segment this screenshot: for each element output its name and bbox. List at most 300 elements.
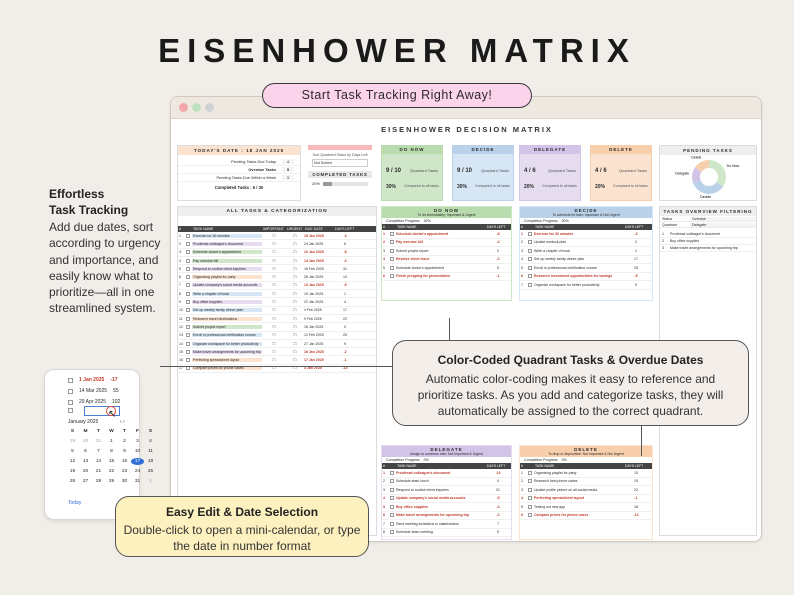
calendar-day[interactable]: 28 [95, 479, 102, 484]
row-number: 3 [521, 487, 523, 492]
calendar-day[interactable]: 20 [82, 469, 89, 474]
list-item[interactable] [382, 503, 511, 512]
side-body: Add due dates, sort according to urgency and importance, and easily know what to prioritize—all in one streamlined system. [49, 220, 161, 316]
list-item[interactable] [382, 264, 511, 273]
summary-value: 4 [282, 159, 294, 164]
row-checkbox[interactable] [186, 333, 190, 337]
calendar-day[interactable]: 29 [69, 439, 76, 444]
calendar-day[interactable]: 23 [121, 469, 128, 474]
checkbox[interactable] [68, 378, 73, 383]
table-row[interactable] [178, 332, 376, 340]
calendar-day[interactable]: 6 [84, 449, 87, 454]
due-date[interactable]: 28 Jan 2025 [304, 275, 324, 280]
row-checkbox[interactable] [528, 266, 532, 270]
row-checkbox[interactable] [186, 300, 190, 304]
urgent-checkbox[interactable]: ☐ [293, 258, 297, 263]
checkbox[interactable] [68, 389, 73, 394]
calendar-day[interactable]: 31 [95, 439, 102, 444]
filter-quadrant-select[interactable]: Delegate [690, 223, 756, 227]
quadrant-callout [392, 340, 749, 426]
row-checkbox[interactable] [186, 342, 190, 346]
table-row[interactable] [178, 323, 376, 331]
urgent-checkbox[interactable]: ☐ [293, 308, 297, 313]
row-checkbox[interactable] [390, 479, 394, 483]
row-checkbox[interactable] [528, 257, 532, 261]
quadrant-compared-label: Compared to all tasks [542, 184, 577, 188]
row-checkbox[interactable] [390, 505, 394, 509]
days-left: -3 [496, 504, 500, 509]
all-tasks-panel [177, 206, 377, 536]
calendar-day[interactable]: 5 [71, 449, 74, 454]
important-checkbox[interactable]: ☐ [272, 341, 276, 346]
row-number: 2 [383, 240, 385, 245]
row-checkbox[interactable] [390, 249, 394, 253]
calendar-day[interactable]: 3 [136, 439, 139, 444]
filter-status-select[interactable]: Overdue [690, 217, 756, 221]
row-checkbox[interactable] [528, 240, 532, 244]
due-date[interactable]: 9 Feb 2025 [304, 316, 322, 321]
summary-value: 9 [282, 167, 294, 172]
delegate-panel [381, 445, 512, 540]
days-left: 9 [344, 341, 346, 346]
days-left: 15 [634, 479, 638, 484]
task-name: Proofread colleague's document [670, 232, 721, 236]
list-item[interactable] [520, 256, 652, 265]
filter-result-item[interactable] [660, 245, 756, 252]
row-checkbox[interactable] [186, 317, 190, 321]
calendar-nav-icons[interactable]: ‹ › [120, 419, 125, 425]
due-date[interactable]: 12 Feb 2025 [304, 333, 324, 338]
row-checkbox[interactable] [528, 232, 532, 236]
sort-completed-panel [308, 145, 372, 201]
table-row[interactable] [178, 298, 376, 306]
important-checkbox[interactable]: ☐ [272, 366, 276, 371]
row-checkbox[interactable] [186, 283, 190, 287]
connector-line-down [641, 426, 642, 456]
decide-title: DECIDE [574, 208, 598, 213]
row-checkbox[interactable] [528, 471, 532, 475]
list-item[interactable] [382, 478, 511, 487]
row-checkbox[interactable] [390, 530, 394, 534]
table-row[interactable] [178, 273, 376, 281]
calendar-day[interactable]: 7 [97, 449, 100, 454]
urgent-checkbox[interactable]: ☐ [293, 333, 297, 338]
row-checkbox[interactable] [390, 471, 394, 475]
urgent-checkbox[interactable]: ☐ [293, 316, 297, 321]
calendar-day[interactable]: 15 [108, 459, 115, 464]
list-item[interactable] [520, 495, 652, 504]
row-checkbox[interactable] [186, 350, 190, 354]
pending-tasks-donut [660, 155, 758, 201]
summary-rows [178, 158, 300, 182]
row-number: 5 [383, 504, 385, 509]
calendar-day[interactable]: 8 [110, 449, 113, 454]
table-row[interactable] [178, 340, 376, 348]
urgent-checkbox[interactable]: ☐ [293, 250, 297, 255]
do-now-list [382, 224, 511, 281]
row-number: 4 [521, 257, 523, 262]
row-number: 8 [383, 530, 385, 535]
row-checkbox[interactable] [390, 232, 394, 236]
edit-callout-body: Double-click to open a mini-calendar, or type the date in number format [123, 523, 361, 553]
filter-result-item[interactable] [660, 238, 756, 245]
important-checkbox[interactable]: ☐ [272, 233, 276, 238]
list-item[interactable] [520, 469, 652, 478]
task-name: Proofread colleague's document [192, 242, 262, 246]
column-header: # [383, 464, 385, 468]
row-number: 1 [521, 470, 523, 475]
task-name: Enroll in professional certification course [534, 265, 597, 270]
days-left: 7 [497, 521, 499, 526]
list-item[interactable] [520, 486, 652, 495]
donut-label: Delete [691, 155, 702, 160]
calendar-day[interactable]: 13 [82, 459, 89, 464]
list-item[interactable] [382, 495, 511, 504]
task-name: Testing out new app [534, 504, 566, 509]
important-checkbox[interactable]: ☐ [272, 308, 276, 313]
row-checkbox[interactable] [390, 257, 394, 261]
completed-tasks-header: COMPLETED TASKS [308, 171, 372, 178]
days-left: 1 [344, 291, 346, 296]
row-checkbox[interactable] [186, 242, 190, 246]
due-date[interactable]: 27 Jan 2025 [304, 341, 324, 346]
list-item[interactable] [520, 273, 652, 282]
calendar-day[interactable]: 30 [82, 439, 89, 444]
table-row[interactable] [178, 257, 376, 265]
urgent-checkbox[interactable]: ☐ [293, 241, 297, 246]
task-name: Update company's social media accounts [396, 496, 466, 501]
close-dot-icon[interactable] [179, 103, 188, 112]
days-left: 17 [343, 308, 347, 313]
filter-status-row: Status Overdue [660, 216, 756, 222]
connector-line-up [449, 318, 450, 340]
donut-label: Delegate [675, 171, 690, 176]
weekday-label: W [109, 429, 114, 434]
days-left: 5 [497, 530, 499, 535]
calendar-day[interactable]: 1 [149, 479, 152, 484]
row-number: 6 [179, 275, 181, 280]
column-header: DAYS LEFT [625, 464, 644, 468]
delete-list [520, 463, 652, 520]
important-checkbox[interactable]: ☐ [272, 291, 276, 296]
row-number: 5 [521, 265, 523, 270]
days-left: -1 [634, 496, 638, 501]
list-item[interactable] [520, 281, 652, 290]
calendar-day[interactable]: 24 [134, 469, 141, 474]
quadrant-card-title: DELEGATE [520, 146, 580, 154]
row-checkbox[interactable] [390, 513, 394, 517]
important-checkbox[interactable]: ☐ [272, 275, 276, 280]
row-number: 14 [179, 341, 183, 346]
calendar-month: January 2025 [68, 419, 99, 425]
weekday-label: T [123, 429, 126, 434]
list-item[interactable] [520, 503, 652, 512]
row-number: 6 [383, 274, 385, 279]
task-name: Research investment opportunities for savings [534, 274, 613, 279]
row-number: 5 [521, 504, 523, 509]
due-date[interactable]: 16 Jan 2025 [304, 349, 324, 354]
row-checkbox[interactable] [528, 283, 532, 287]
calendar-grid [66, 428, 176, 485]
list-item[interactable] [382, 247, 511, 256]
task-name: Research best phone cases [534, 479, 578, 484]
today-summary-panel [177, 145, 301, 201]
pending-tasks-panel [659, 145, 757, 201]
days-left: 31 [343, 266, 347, 271]
row-checkbox[interactable] [186, 292, 190, 296]
important-checkbox[interactable]: ☐ [272, 283, 276, 288]
row-checkbox[interactable] [390, 266, 394, 270]
spreadsheet-window [170, 96, 762, 542]
sort-select[interactable]: Not Sorted [312, 159, 368, 167]
list-item[interactable] [382, 230, 511, 239]
due-date[interactable]: 4 Jan 2025 [304, 366, 322, 371]
row-checkbox[interactable] [528, 249, 532, 253]
completed-progress: 20% [312, 181, 368, 186]
table-row[interactable] [178, 307, 376, 315]
quadrant-pct: 30% [386, 184, 397, 190]
calendar-day[interactable]: 12 [69, 459, 76, 464]
calendar-day[interactable]: 27 [82, 479, 89, 484]
quadrant-card-title: DO NOW [382, 146, 442, 154]
table-row[interactable] [178, 232, 376, 240]
list-item[interactable] [520, 239, 652, 248]
decide-progress: Completion Progress 30% [524, 219, 569, 223]
row-checkbox[interactable] [186, 234, 190, 238]
important-checkbox[interactable]: ☐ [272, 250, 276, 255]
due-date[interactable]: 17 Jan 2025 [304, 358, 324, 363]
filter-quadrant-row: Quadrant Delegate [660, 222, 756, 228]
due-date[interactable]: 4 Feb 2025 [304, 308, 322, 313]
list-item[interactable] [382, 256, 511, 265]
table-row[interactable] [178, 315, 376, 323]
urgent-checkbox[interactable]: ☐ [293, 291, 297, 296]
due-date[interactable]: 18 Jan 2025 [304, 324, 324, 329]
table-row[interactable] [178, 240, 376, 248]
table-row[interactable] [178, 249, 376, 257]
calendar-day[interactable]: 26 [69, 479, 76, 484]
list-item[interactable] [382, 520, 511, 529]
filter-results [660, 231, 756, 252]
edit-callout [115, 496, 369, 557]
task-name: Schedule doctor's appointment [192, 250, 262, 254]
filter-result-item[interactable] [660, 231, 756, 238]
row-number: 17 [179, 366, 183, 371]
column-header: TASK NAME [397, 464, 417, 468]
row-checkbox[interactable] [528, 505, 532, 509]
important-checkbox[interactable]: ☐ [272, 300, 276, 305]
column-header: TASK NAME [535, 225, 555, 229]
weekday-label: M [83, 429, 88, 434]
calendar-day[interactable]: 22 [108, 469, 115, 474]
list-item[interactable] [520, 247, 652, 256]
row-checkbox[interactable] [390, 496, 394, 500]
due-date[interactable]: 15 Jan 2025 [304, 233, 324, 238]
calendar-row-1: 1 Jan 2025 -17 [68, 377, 118, 383]
row-checkbox[interactable] [390, 488, 394, 492]
urgent-checkbox[interactable]: ☐ [293, 283, 297, 288]
calendar-day[interactable]: 14 [95, 459, 102, 464]
table-row[interactable] [178, 282, 376, 290]
row-checkbox[interactable] [186, 308, 190, 312]
donut-label: Decide [700, 194, 712, 199]
list-item[interactable] [520, 264, 652, 273]
list-item[interactable] [520, 478, 652, 487]
calendar-day[interactable]: 2 [123, 439, 126, 444]
edit-callout-title: Easy Edit & Date Selection [165, 505, 319, 519]
days-left: -8 [496, 231, 500, 236]
row-number: 5 [179, 266, 181, 271]
important-checkbox[interactable]: ☐ [272, 241, 276, 246]
due-date[interactable]: 22 Jan 2025 [304, 300, 324, 305]
table-row[interactable] [178, 265, 376, 273]
row-number: 3 [179, 250, 181, 255]
row-checkbox[interactable] [186, 325, 190, 329]
calendar-day[interactable]: 10 [134, 449, 141, 454]
urgent-checkbox[interactable]: ☐ [293, 341, 297, 346]
row-number: 4 [383, 496, 385, 501]
side-title: Effortless Task Tracking [49, 187, 129, 217]
calendar-day[interactable]: 11 [148, 449, 153, 454]
list-item[interactable] [382, 512, 511, 521]
calendar-day[interactable]: 29 [108, 479, 115, 484]
row-checkbox[interactable] [390, 240, 394, 244]
table-row[interactable] [178, 356, 376, 364]
row-checkbox[interactable] [528, 496, 532, 500]
calendar-day[interactable]: 4 [149, 439, 152, 444]
quadrant-pct: 20% [524, 184, 535, 190]
task-name: Exercise for 30 minutes [192, 234, 262, 238]
important-checkbox[interactable]: ☐ [272, 358, 276, 363]
row-number: 11 [179, 316, 183, 321]
urgent-checkbox[interactable]: ☐ [293, 349, 297, 354]
calendar-day[interactable]: 25 [147, 469, 154, 474]
calendar-row-2: 14 Mar 2025 55 [68, 388, 119, 394]
important-checkbox[interactable]: ☐ [272, 258, 276, 263]
calendar-day[interactable]: 18 [147, 459, 154, 464]
important-checkbox[interactable]: ☐ [272, 324, 276, 329]
calendar-row-3: 29 Apr 2025 102 [68, 399, 120, 405]
list-item[interactable] [382, 239, 511, 248]
due-date[interactable]: 14 Jan 2025 [304, 258, 324, 263]
maximize-dot-icon[interactable] [205, 103, 214, 112]
calendar-day[interactable]: 1 [110, 439, 113, 444]
calendar-day[interactable]: 30 [121, 479, 128, 484]
days-left: -8 [343, 250, 347, 255]
todays-date-label: TODAY'S DATE : 18 JAN 2025 [178, 146, 300, 155]
urgent-checkbox[interactable]: ☐ [293, 300, 297, 305]
table-row[interactable] [178, 348, 376, 356]
days-left: -4 [343, 258, 347, 263]
urgent-checkbox[interactable]: ☐ [293, 275, 297, 280]
task-name: Submit project report [192, 325, 262, 329]
urgent-checkbox[interactable]: ☐ [293, 324, 297, 329]
row-checkbox[interactable] [186, 259, 190, 263]
calendar-day[interactable]: 17 [131, 458, 144, 465]
due-date[interactable]: 10 Jan 2025 [304, 250, 324, 255]
days-left: -14 [342, 366, 348, 371]
row-checkbox[interactable] [528, 513, 532, 517]
urgent-checkbox[interactable]: ☐ [293, 266, 297, 271]
due-date[interactable]: 19 Jan 2025 [304, 291, 324, 296]
row-number: 2 [521, 240, 523, 245]
quadrant-card-delete [590, 145, 652, 201]
today-link[interactable]: Today [68, 500, 82, 506]
list-item[interactable] [520, 230, 652, 239]
urgent-checkbox[interactable]: ☐ [293, 358, 297, 363]
calendar-day[interactable]: 19 [69, 469, 76, 474]
row-checkbox[interactable] [390, 274, 394, 278]
days-left: -3 [634, 231, 638, 236]
decide-panel [519, 206, 653, 301]
task-name: Research travel destinations [192, 317, 262, 321]
task-name: Buy office supplies [192, 300, 262, 304]
list-item[interactable] [382, 469, 511, 478]
summary-value: 3 [282, 175, 294, 180]
task-name: Buy office supplies [670, 239, 700, 243]
task-name: Respond to routine client inquiries [396, 487, 449, 492]
summary-label: Pending Tasks Due Today [231, 159, 276, 164]
row-number: 8 [179, 291, 181, 296]
checkbox[interactable] [68, 400, 73, 405]
important-checkbox[interactable]: ☐ [272, 349, 276, 354]
row-checkbox[interactable] [186, 250, 190, 254]
list-item[interactable] [382, 486, 511, 495]
list-item[interactable] [382, 529, 511, 538]
due-date[interactable]: 18 Feb 2025 [304, 266, 324, 271]
calendar-day[interactable]: 16 [121, 459, 128, 464]
urgent-checkbox[interactable]: ☐ [293, 233, 297, 238]
task-name: Make travel arrangements for upcoming trip [396, 513, 470, 518]
delegate-subtitle: Assign to someone else: Not Important & Urgent [410, 452, 483, 456]
important-checkbox[interactable]: ☐ [272, 266, 276, 271]
task-name: Set up weekly family dinner plan [192, 308, 262, 312]
days-left: 1 [635, 248, 637, 253]
row-number: 6 [521, 274, 523, 279]
list-item[interactable] [520, 512, 652, 521]
due-date[interactable]: 24 Jan 2025 [304, 241, 324, 246]
important-checkbox[interactable]: ☐ [272, 316, 276, 321]
quadrant-count: 4 / 6 [595, 168, 607, 174]
calendar-day[interactable]: 9 [123, 449, 126, 454]
task-name: Update workout plan [534, 240, 567, 245]
important-checkbox[interactable]: ☐ [272, 333, 276, 338]
task-name: Perfecting spreadsheet layout [192, 358, 262, 362]
row-checkbox[interactable] [528, 488, 532, 492]
days-left: 18 [634, 504, 638, 509]
quadrant-count-label: Quadrant Tasks [481, 168, 509, 173]
due-date[interactable]: 13 Jan 2025 [304, 283, 324, 288]
task-name: Schedule doctor's appointment [396, 265, 444, 270]
quadrant-card-title: DECIDE [453, 146, 513, 154]
row-number: 7 [383, 521, 385, 526]
table-row[interactable] [178, 290, 376, 298]
row-checkbox[interactable] [528, 274, 532, 278]
quadrant-count: 4 / 6 [524, 168, 536, 174]
urgent-checkbox[interactable]: ☐ [293, 366, 297, 371]
quadrant-pct: 20% [595, 184, 606, 190]
list-item[interactable] [382, 273, 511, 282]
row-checkbox[interactable] [528, 479, 532, 483]
row-checkbox[interactable] [390, 522, 394, 526]
row-checkbox[interactable] [186, 267, 190, 271]
checkbox[interactable] [68, 408, 73, 413]
row-checkbox[interactable] [186, 358, 190, 362]
minimize-dot-icon[interactable] [192, 103, 201, 112]
row-checkbox[interactable] [186, 275, 190, 279]
calendar-day[interactable]: 31 [134, 479, 141, 484]
calendar-day[interactable]: 21 [95, 469, 102, 474]
